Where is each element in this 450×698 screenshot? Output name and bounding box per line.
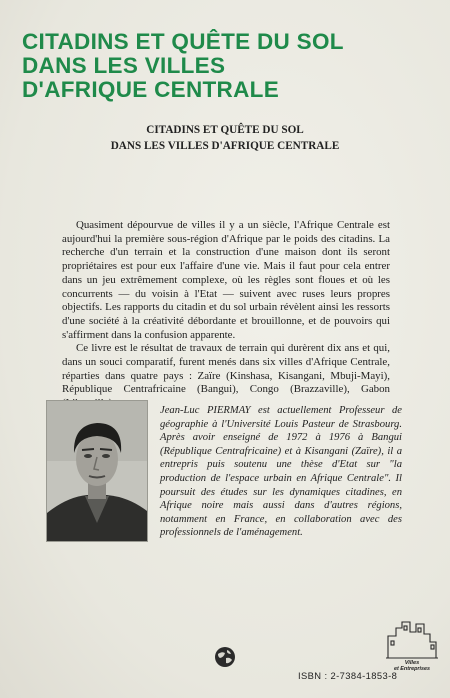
summary-text — [62, 219, 390, 411]
sub-title-line: DANS LES VILLES D'AFRIQUE CENTRALE — [110, 140, 340, 152]
series-logo-line: Villes — [404, 660, 420, 666]
main-title-line: D'AFRIQUE CENTRALE — [22, 77, 279, 102]
summary-paragraph: Quasiment dépourvue de villes il y a un siècle, l'Afrique Centrale est aujourd'hui la première sous-région d'Afrique par le poids des citadins. La recherche d'un terrain et la construction d'une maison dont ils seront propriétaires est pour eux l'affaire d'une vie. Mais il faut pour cela entrer dans un jeu extrêmement complexe, où les règles sont floues et où les concurrents — du voisin à l'Etat — suivent avec ruses leurs propres objectifs. Les rapports du citadin et du sol urbain révèlent ainsi les ressorts d'une société à la créativité débordante et brouillonne, et de pouvoirs qui s'affirment dans la confusion apparente. — [62, 219, 390, 341]
series-logo — [382, 614, 442, 672]
author-photo — [46, 400, 148, 542]
isbn: ISBN : 2-7384-1853-8 — [298, 670, 398, 681]
summary-paragraph: Ce livre est le résultat de travaux de terrain qui durèrent dix ans et qui, dans un souci comparatif, furent menés dans six villes d'Afrique Centrale, réparties dans quatre pays : Zaïre (Kinshasa, Kisangani, Mbuji-Mayi), République Centrafricaine (Bangui), Congo (Brazzaville), Gabon — [62, 342, 390, 396]
sub-title — [0, 122, 450, 154]
main-title-line: CITADINS ET QUÊTE DU SOL — [22, 29, 344, 54]
globe-icon — [214, 646, 236, 668]
author-bio: Jean-Luc PIERMAY est actuellement Professeur de géographie à l'Université Louis Pasteur de Strasbourg. Après avoir enseigné de 1972 à 1976 à Bangui (République Centrafricaine) et à Kisangani (Zaïre), il a entrepris puis soutenu une thèse d'Etat sur "la production de l'espace urbain en Afrique Centrale". Il poursuit des études sur les dynamiques citadines, en Afrique noire mais aussi dans d'autres régions, notamment en France, en collaboration avec des professionnels de l'aménagement. — [160, 405, 402, 539]
sub-title-line: CITADINS ET QUÊTE DU SOL — [146, 124, 304, 136]
main-title-line: DANS LES VILLES — [22, 53, 226, 78]
series-logo-line: et Entreprises — [394, 666, 430, 672]
main-title — [22, 30, 432, 102]
